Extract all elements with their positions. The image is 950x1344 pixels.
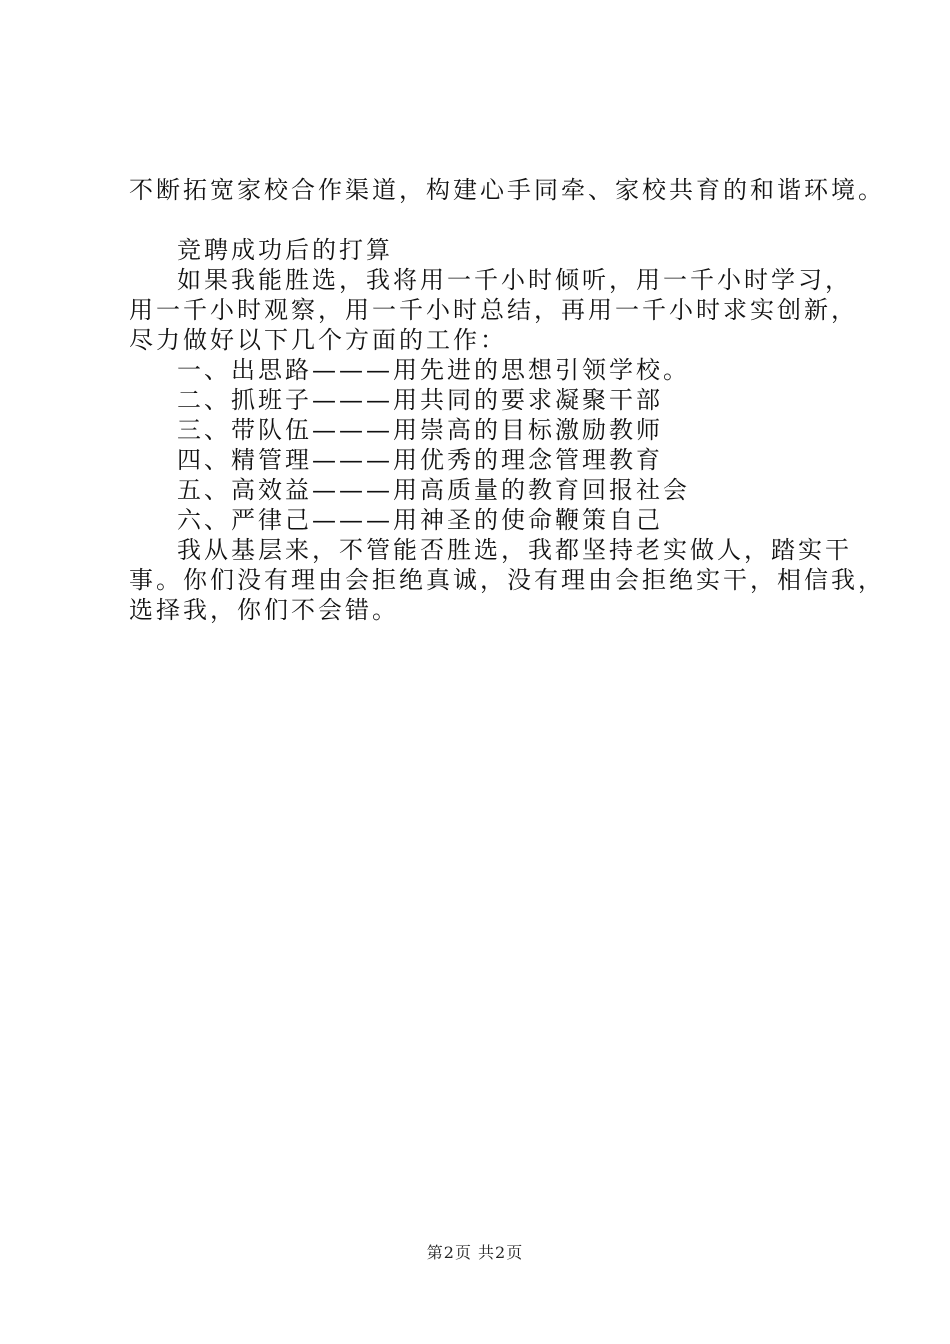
section-heading: 竞聘成功后的打算: [177, 236, 393, 264]
paragraph-line: 尽力做好以下几个方面的工作：: [129, 326, 507, 354]
list-item: 四、精管理———用优秀的理念管理教育: [177, 446, 663, 474]
paragraph-line: 选择我，你们不会错。: [129, 596, 399, 624]
paragraph-line: 用一千小时观察，用一千小时总结，再用一千小时求实创新，: [129, 296, 858, 324]
list-item: 二、抓班子———用共同的要求凝聚干部: [177, 386, 663, 414]
list-item: 三、带队伍———用崇高的目标激励教师: [177, 416, 663, 444]
page-footer: 第2页 共2页: [426, 1243, 524, 1262]
list-item: 一、出思路———用先进的思想引领学校。: [177, 356, 690, 384]
paragraph-line: 事。你们没有理由会拒绝真诚，没有理由会拒绝实干，相信我，: [129, 566, 885, 594]
list-item: 六、严律己———用神圣的使命鞭策自己: [177, 506, 663, 534]
list-item: 五、高效益———用高质量的教育回报社会: [177, 476, 690, 504]
paragraph-line: 如果我能胜选，我将用一千小时倾听，用一千小时学习，: [177, 266, 852, 294]
paragraph-line: 我从基层来，不管能否胜选，我都坚持老实做人，踏实干: [177, 536, 852, 564]
paragraph-line: 不断拓宽家校合作渠道，构建心手同牵、家校共育的和谐环境。: [129, 176, 885, 204]
